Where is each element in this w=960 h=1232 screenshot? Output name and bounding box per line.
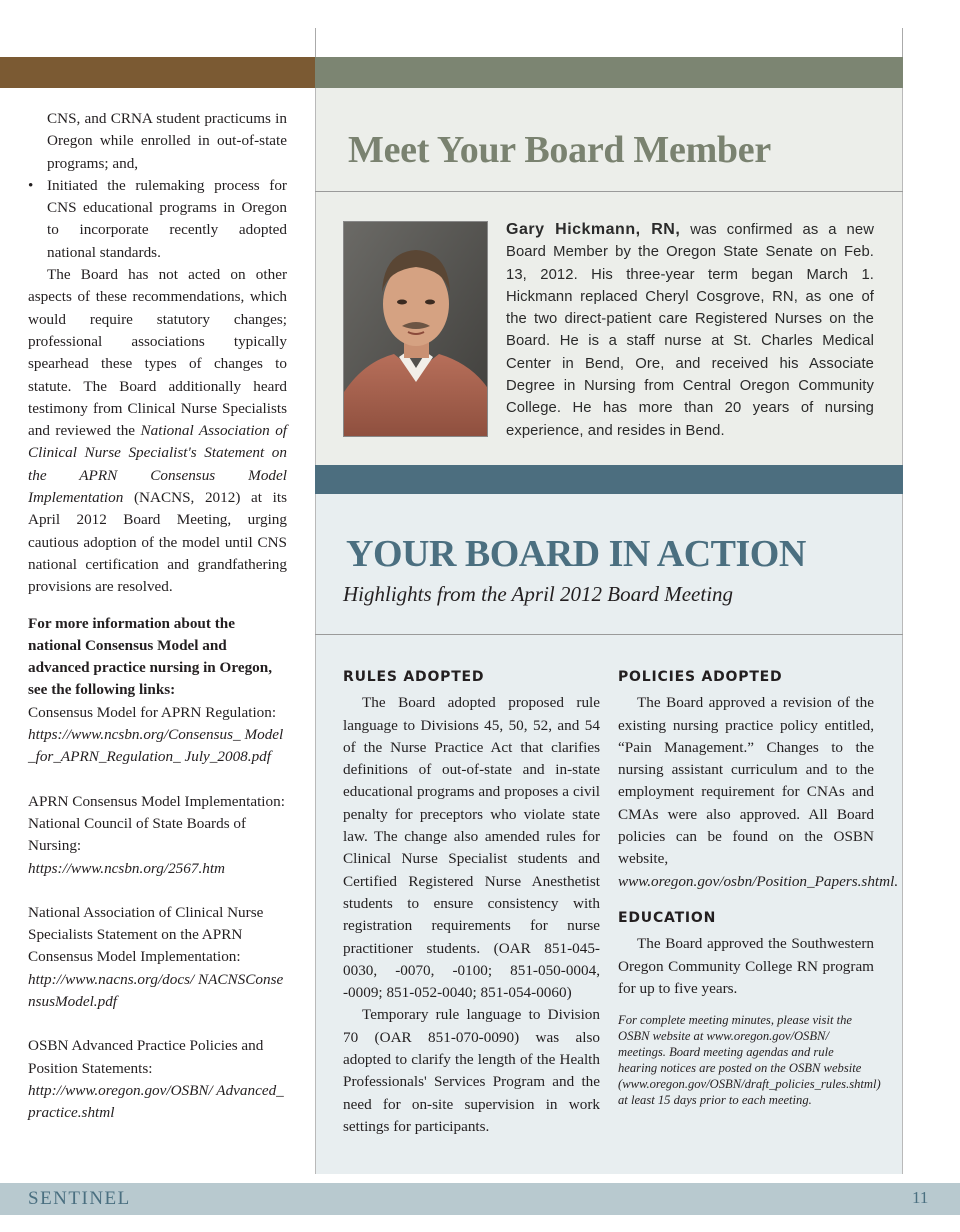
link-url[interactable]: http://www.oregon.gov/OSBN/ Advanced_practice.shtml	[28, 1081, 284, 1122]
link-url[interactable]: http://www.nacns.org/docs/ NACNSConsensusModel.pdf	[28, 970, 284, 1010]
link-label: APRN Consensus Model Implementation: National Council of State Boards of Nursing:	[28, 792, 285, 855]
footer-bar	[0, 1183, 960, 1215]
link-url[interactable]: https://www.ncsbn.org/Consensus_ Model_for_APRN_Regulation_ July_2008.pdf	[28, 726, 284, 766]
publication-title: National Association of Clinical Nurse Specialist's Statement on the APRN Consensus Model Implementation	[28, 422, 288, 507]
policies-paragraph: The Board approved a revision of the existing nursing practice policy entitled, “Pain Management.” Changes to the nursing assistant curriculum and to the employment requirement for CNAs and CMAs were also approved. All Board policies can be found on the OSBN website, www.oregon.gov/osbn/Position_Papers.shtml.	[618, 694, 899, 890]
section-band	[315, 465, 903, 494]
link-label: Consensus Model for APRN Regulation:	[28, 703, 277, 721]
link-block	[28, 702, 287, 769]
rules-paragraph: The Board adopted proposed rule language to Divisions 45, 50, 52, and 54 of the Nurse Practice Act that clarifies definitions of out-of-state and in-state educational programs and proposes a civil penalty for preceptors who violate state law. The change also amended rules for Clinical Nurse Specialist students and Certified Registered Nurse Anesthetist students to ensure consistency with registration requirements for nurse practitioner students. (OAR 851-045-0030, -0070, -0100; 851-050-0004, -0009; 851-052-0040; 851-054-0060)	[343, 694, 600, 1002]
right-header-bar	[315, 57, 903, 88]
link-label: OSBN Advanced Practice Policies and Position Statements:	[28, 1037, 264, 1077]
action-section-subtitle: Highlights from the April 2012 Board Meeting	[343, 582, 734, 606]
action-section-title: YOUR BOARD IN ACTION	[346, 533, 806, 575]
left-header-bar	[0, 57, 315, 88]
rules-paragraph: Temporary rule language to Division 70 (OAR 851-070-0090) was also adopted to clarify the length of the Health Professionals' Services Program and the need for on-site supervision in work settings for participants.	[343, 1006, 600, 1135]
rules-heading: RULES ADOPTED	[343, 669, 485, 685]
publication-name: SENTINEL	[28, 1188, 131, 1209]
top-divider-line	[315, 28, 316, 58]
link-label: National Association of Clinical Nurse Specialists Statement on the APRN Consensus Model Implementation:	[28, 903, 264, 966]
bullet-item	[28, 175, 287, 264]
section-divider	[315, 634, 903, 635]
bullet-text: Initiated the rulemaking process for CNS educational programs in Oregon to incorporate recently adopted national standards.	[47, 176, 287, 261]
body-paragraph: The Board has not acted on other aspects of these recommendations, which would require statutory changes; professional associations typically spearhead these types of changes to statute. The Board additionally heard testimony from Clinical Nurse Specialists and reviewed the National Association of Clinical Nurse Specialist's Statement on the APRN Consensus Model Implementation (NACNS, 2012) at its April 2012 Board Meeting, urging cautious adoption of the model until CNS national certification and grandfathering provisions are resolved.	[28, 266, 288, 596]
left-column	[28, 108, 287, 1146]
continued-text: CNS, and CRNA student practicums in Oregon while enrolled in out-of-state programs; and,	[47, 110, 287, 172]
policies-heading: POLICIES ADOPTED	[618, 669, 783, 685]
section-divider	[315, 191, 903, 192]
board-member-bio: Gary Hickmann, RN, was confirmed as a new Board Member by the Oregon State Senate on Feb. 13, 2012. His three-year term began March 1. Hickmann replaced Cheryl Cosgrove, RN, as one of the two direct-patient care Registered Nurses on the Board. He is a staff nurse at St. Charles Medical Center in Bend, Ore, and received his Associate Degree in Nursing from Central Oregon Community College. He has more than 20 years of nursing experience, and resides in Bend.	[506, 221, 874, 439]
top-divider-line-right	[902, 28, 903, 58]
education-paragraph: The Board approved the Southwestern Oregon Community College RN program for up to five years.	[618, 935, 874, 997]
rules-column	[343, 666, 600, 1138]
page-number: 11	[912, 1188, 929, 1207]
board-member-name: Gary Hickmann, RN,	[506, 221, 681, 238]
meet-section-title: Meet Your Board Member	[348, 129, 771, 171]
link-block	[28, 791, 287, 880]
link-url[interactable]: https://www.ncsbn.org/2567.htm	[28, 859, 226, 877]
board-member-photo	[343, 221, 488, 437]
education-heading: EDUCATION	[618, 909, 717, 926]
link-block	[28, 1035, 287, 1124]
links-heading: For more information about the national Consensus Model and advanced practice nursing in Oregon, see the following links:	[28, 614, 272, 699]
policies-column	[618, 666, 899, 1108]
meeting-note: For complete meeting minutes, please visit the OSBN website at www.oregon.gov/OSBN/ meetings. Board meeting agendas and rule hearing notices are posted on the OSBN website (www.oregon.gov/OSBN/draft_policies_rules.shtml) at least 15 days prior to each meeting.	[618, 1013, 881, 1108]
policies-url[interactable]: www.oregon.gov/osbn/Position_Papers.shtml.	[618, 872, 899, 890]
bullet-icon: •	[28, 176, 34, 194]
link-block	[28, 902, 287, 1013]
